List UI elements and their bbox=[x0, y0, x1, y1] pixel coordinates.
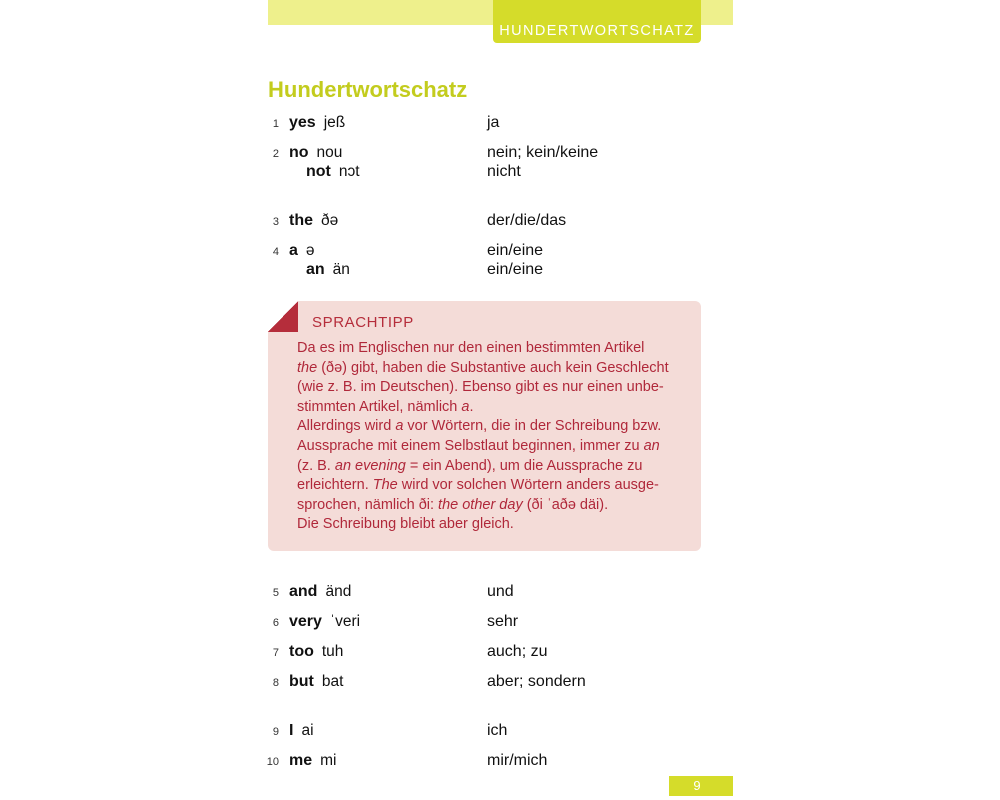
tip-example: The bbox=[372, 477, 398, 494]
entry-translation: ein/eine bbox=[487, 242, 544, 259]
entry-word-text: a bbox=[289, 242, 298, 259]
tip-example: a bbox=[395, 418, 404, 435]
entry-translation: ja bbox=[487, 114, 500, 131]
tip-example: an evening bbox=[334, 457, 406, 474]
tip-line: Da es im Englischen nur den einen bestimmten Artikel bbox=[297, 340, 645, 356]
vocab-entry bbox=[0, 242, 1000, 262]
tip-line: Aussprache mit einem Selbstlaut beginnen, immer zu an bbox=[297, 437, 660, 454]
section-title: HUNDERTWORTSCHATZ bbox=[499, 23, 695, 39]
entry-word bbox=[289, 212, 338, 230]
tip-line: sprochen, nämlich ði: the other day (ði ˈaðə däi). bbox=[297, 496, 609, 513]
entry-number: 10 bbox=[266, 756, 279, 768]
page-title: Hundertwortschatz bbox=[268, 77, 468, 102]
tip-line: (z. B. an evening = ein Abend), um die Aussprache zu bbox=[297, 457, 643, 474]
tip-line: Allerdings wird a vor Wörtern, die in der Schreibung bzw. bbox=[297, 418, 662, 435]
tip-title: SPRACHTIPP bbox=[312, 314, 414, 331]
entry-translation: der/die/das bbox=[487, 212, 567, 229]
entry-pronunciation: ə bbox=[305, 242, 315, 259]
entry-number: 9 bbox=[272, 726, 279, 738]
entry-translation: auch; zu bbox=[487, 643, 548, 660]
entry-translation: ein/eine bbox=[487, 261, 544, 278]
entry-word-text: too bbox=[289, 643, 314, 660]
entry-word-text: I bbox=[289, 722, 294, 739]
entry-number: 1 bbox=[272, 118, 279, 130]
section-tab bbox=[493, 0, 701, 43]
entry-word bbox=[306, 261, 350, 279]
entry-word bbox=[306, 163, 360, 181]
entry-pronunciation: ai bbox=[301, 722, 314, 739]
entry-word-text: very bbox=[289, 613, 322, 630]
entry-word-text: no bbox=[289, 144, 309, 161]
entry-pronunciation: ðə bbox=[321, 212, 339, 229]
page-number: 9 bbox=[693, 778, 701, 793]
entry-number: 4 bbox=[272, 246, 279, 258]
tip-line: stimmten Artikel, nämlich a. bbox=[297, 398, 474, 415]
entry-word bbox=[289, 242, 315, 260]
vocab-entry bbox=[0, 114, 1000, 134]
entry-number: 7 bbox=[272, 647, 279, 659]
entry-word-text: not bbox=[306, 163, 331, 180]
entry-pronunciation: jeß bbox=[323, 114, 346, 131]
vocab-entry bbox=[0, 643, 1000, 663]
vocab-entry bbox=[0, 163, 1000, 183]
tip-corner-marker bbox=[268, 301, 298, 332]
tip-example: an bbox=[643, 437, 660, 454]
entry-translation: nein; kein/keine bbox=[487, 144, 599, 161]
entry-pronunciation: tuh bbox=[321, 643, 344, 660]
tip-line: (wie z. B. im Deutschen). Ebenso gibt es nur einen unbe- bbox=[297, 379, 664, 396]
entry-translation: sehr bbox=[487, 613, 519, 630]
entry-word bbox=[289, 752, 336, 770]
tip-example: a bbox=[461, 398, 470, 415]
entry-word bbox=[289, 643, 343, 661]
tip-example: the other day bbox=[438, 496, 523, 513]
tip-line: erleichtern. The wird vor solchen Wörtern anders ausge- bbox=[297, 477, 659, 494]
entry-pronunciation: änd bbox=[325, 583, 352, 600]
entry-translation: aber; sondern bbox=[487, 673, 586, 690]
tip-example: the bbox=[297, 359, 318, 376]
entry-translation: ich bbox=[487, 722, 508, 739]
tip-line: the (ðə) gibt, haben die Substantive auch kein Geschlecht bbox=[297, 359, 669, 376]
entry-word bbox=[289, 114, 345, 132]
entry-pronunciation: än bbox=[332, 261, 350, 278]
entry-pronunciation: bat bbox=[321, 673, 344, 690]
entry-word bbox=[289, 583, 351, 601]
entry-translation: mir/mich bbox=[487, 752, 548, 769]
entry-pronunciation: nɔt bbox=[338, 163, 360, 180]
entry-word-text: me bbox=[289, 752, 313, 769]
entry-translation: nicht bbox=[487, 163, 521, 180]
entry-pronunciation: ˈveri bbox=[329, 613, 361, 630]
page-number-tab bbox=[669, 776, 733, 796]
entry-pronunciation: mi bbox=[320, 752, 337, 769]
entry-word-text: the bbox=[289, 212, 313, 229]
vocab-entry bbox=[0, 613, 1000, 633]
entry-word-text: but bbox=[289, 673, 314, 690]
entry-translation: und bbox=[487, 583, 514, 600]
vocab-entry bbox=[0, 673, 1000, 693]
entry-word bbox=[289, 722, 314, 740]
vocab-entry bbox=[0, 752, 1000, 772]
entry-word-text: and bbox=[289, 583, 318, 600]
entry-number: 5 bbox=[272, 587, 279, 599]
entry-word bbox=[289, 144, 342, 162]
vocab-entry bbox=[0, 583, 1000, 603]
tip-line: Die Schreibung bleibt aber gleich. bbox=[297, 516, 514, 533]
entry-number: 8 bbox=[272, 677, 279, 689]
vocab-entry bbox=[0, 212, 1000, 232]
tip-text bbox=[297, 339, 697, 535]
entry-number: 2 bbox=[272, 148, 279, 160]
entry-word-text: an bbox=[306, 261, 325, 278]
entry-pronunciation: nou bbox=[316, 144, 343, 161]
vocab-entry bbox=[0, 144, 1000, 164]
vocab-entry bbox=[0, 261, 1000, 281]
entry-number: 6 bbox=[272, 617, 279, 629]
entry-word bbox=[289, 613, 360, 631]
entry-number: 3 bbox=[272, 216, 279, 228]
vocab-entry bbox=[0, 722, 1000, 742]
entry-word bbox=[289, 673, 343, 691]
entry-word-text: yes bbox=[289, 114, 316, 131]
